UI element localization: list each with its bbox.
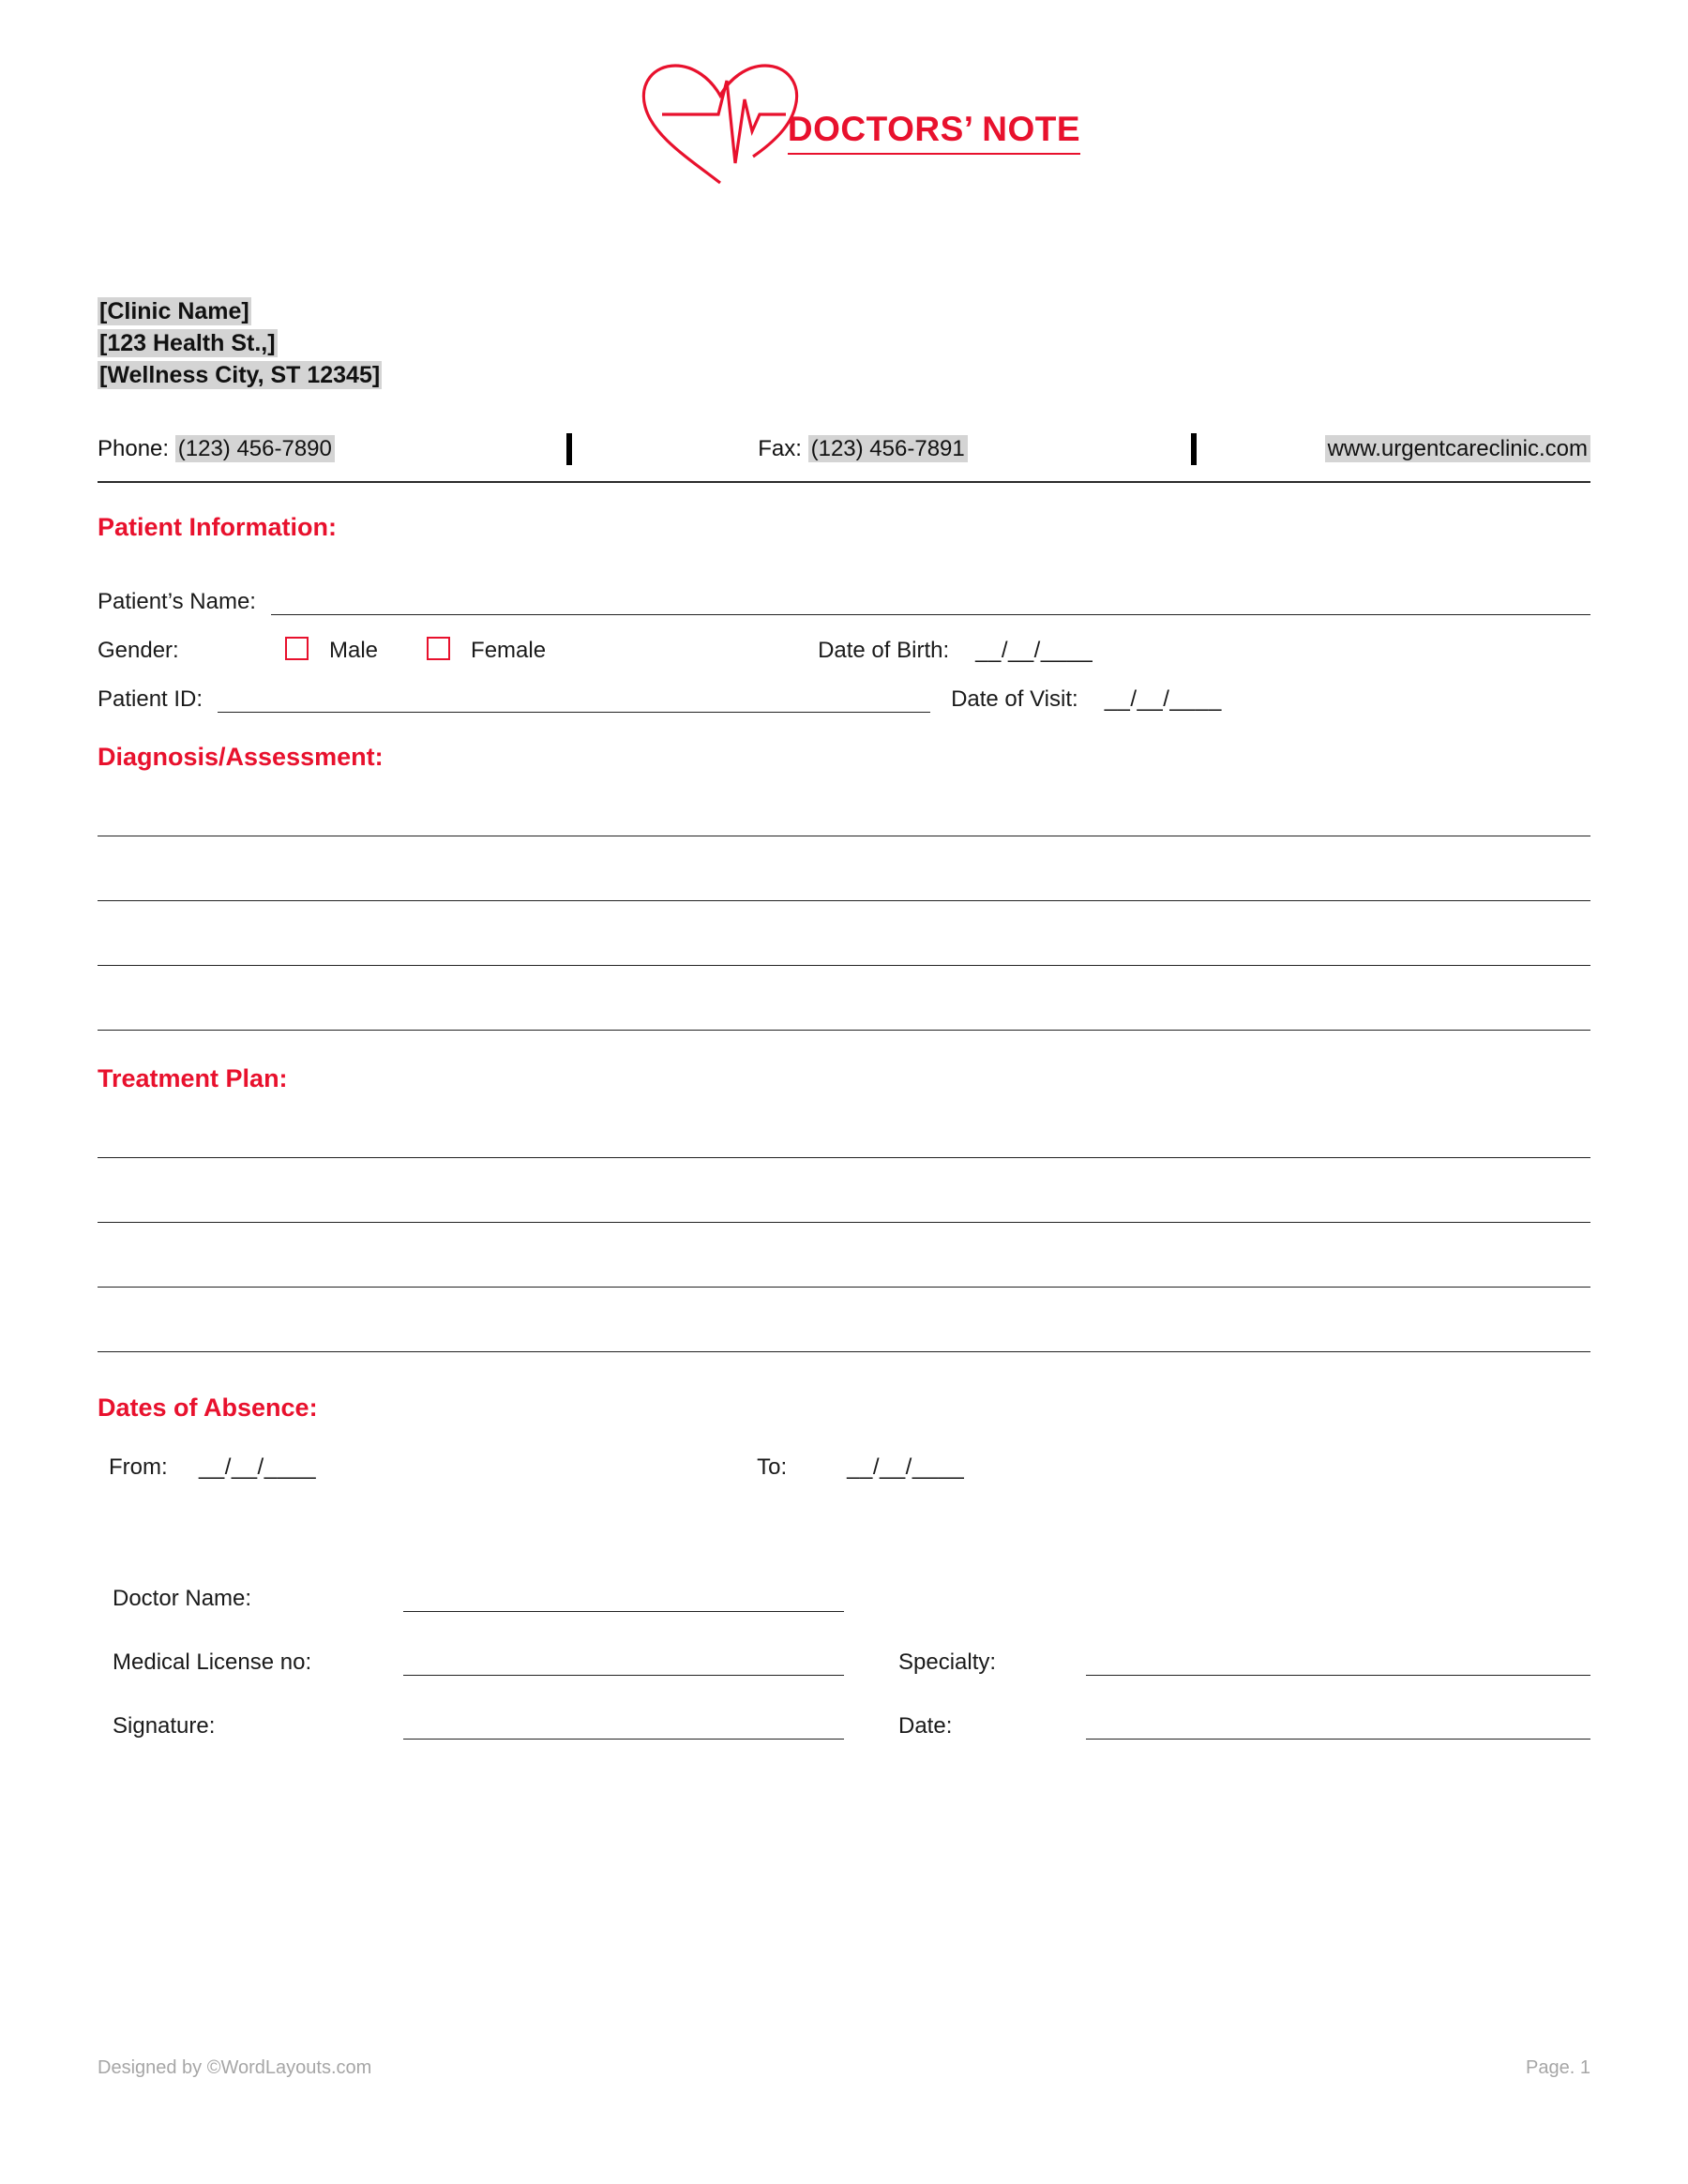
diagnosis-line-2[interactable] <box>98 836 1590 901</box>
absence-to-label: To: <box>757 1454 788 1480</box>
medical-license-row <box>113 1612 1590 1676</box>
contact-fax <box>535 436 1191 462</box>
signature-row <box>113 1676 1590 1740</box>
header-rule <box>98 481 1590 483</box>
contact-website <box>1197 436 1590 462</box>
signature-label: Signature: <box>113 1713 216 1739</box>
absence-from-input[interactable]: __/__/____ <box>199 1454 317 1480</box>
logo <box>636 58 1080 194</box>
absence-to-input[interactable]: __/__/____ <box>847 1454 965 1480</box>
patient-name-row <box>98 566 1590 615</box>
date-of-visit-input[interactable]: __/__/____ <box>1104 686 1222 712</box>
signature-input[interactable] <box>403 1710 844 1740</box>
clinic-city-line <box>98 359 1590 391</box>
gender-label: Gender: <box>98 638 179 663</box>
clinic-street-line <box>98 327 1590 359</box>
contact-row <box>98 429 1590 470</box>
doctor-name-label: Doctor Name: <box>113 1586 252 1611</box>
clinic-name: [Clinic Name] <box>99 298 249 324</box>
gender-male-checkbox[interactable] <box>285 637 309 660</box>
treatment-line-1[interactable] <box>98 1110 1590 1158</box>
phone-label: Phone: <box>98 436 170 461</box>
diagnosis-line-3[interactable] <box>98 901 1590 966</box>
gender-male-label: Male <box>329 638 379 663</box>
medical-license-input[interactable] <box>403 1647 844 1676</box>
medical-license-label: Medical License no: <box>113 1649 312 1675</box>
logo-underline <box>788 153 1080 155</box>
diagnosis-heading: Diagnosis/Assessment: <box>98 743 384 771</box>
dates-of-absence-heading: Dates of Absence: <box>98 1393 318 1422</box>
absence-row <box>98 1454 1590 1481</box>
website-value: www.urgentcareclinic.com <box>1325 435 1590 462</box>
gender-row <box>98 615 1590 664</box>
clinic-name-line <box>98 295 1590 327</box>
treatment-line-3[interactable] <box>98 1223 1590 1288</box>
clinic-address-block <box>98 295 1590 391</box>
treatment-line-4[interactable] <box>98 1288 1590 1352</box>
gender-female-label: Female <box>471 638 547 663</box>
patient-information-fields <box>98 566 1590 713</box>
footer-credit: Designed by ©WordLayouts.com <box>98 2057 372 2078</box>
patient-id-input[interactable] <box>218 684 930 713</box>
treatment-line-2[interactable] <box>98 1158 1590 1223</box>
patient-id-row <box>98 664 1590 713</box>
logo-title: DOCTORS’ NOTE <box>787 109 1081 148</box>
heart-pulse-icon <box>636 58 805 194</box>
phone-value: (123) 456-7890 <box>175 435 335 462</box>
patient-name-label: Patient’s Name: <box>98 589 256 614</box>
document-header <box>98 0 1590 194</box>
treatment-plan-lines <box>98 1110 1590 1352</box>
absence-from-label: From: <box>109 1454 168 1480</box>
document-footer <box>98 2057 1590 2079</box>
patient-information-heading: Patient Information: <box>98 513 337 541</box>
treatment-plan-heading: Treatment Plan: <box>98 1064 288 1092</box>
patient-id-label: Patient ID: <box>98 686 203 712</box>
specialty-label: Specialty: <box>898 1649 997 1675</box>
contact-phone <box>98 436 566 462</box>
fax-label: Fax: <box>758 436 802 461</box>
gender-female-checkbox[interactable] <box>427 637 450 660</box>
diagnosis-line-4[interactable] <box>98 966 1590 1031</box>
footer-page-number: Page. 1 <box>1526 2057 1590 2078</box>
diagnosis-lines <box>98 789 1590 1031</box>
diagnosis-line-1[interactable] <box>98 789 1590 836</box>
fax-value: (123) 456-7891 <box>808 435 968 462</box>
clinic-street: [123 Health St.,] <box>99 330 276 356</box>
logo-text-block <box>788 98 1080 155</box>
doctor-name-input[interactable] <box>403 1583 844 1612</box>
date-of-visit-label: Date of Visit: <box>951 686 1078 712</box>
patient-name-input[interactable] <box>271 586 1590 615</box>
specialty-input[interactable] <box>1086 1647 1590 1676</box>
doctor-block <box>98 1548 1590 1740</box>
clinic-city: [Wellness City, ST 12345] <box>99 362 381 388</box>
date-input[interactable] <box>1086 1710 1590 1740</box>
date-of-birth-input[interactable]: __/__/____ <box>975 638 1093 663</box>
date-label: Date: <box>898 1713 953 1739</box>
date-of-birth-label: Date of Birth: <box>818 638 950 663</box>
doctor-name-row <box>113 1548 1590 1612</box>
